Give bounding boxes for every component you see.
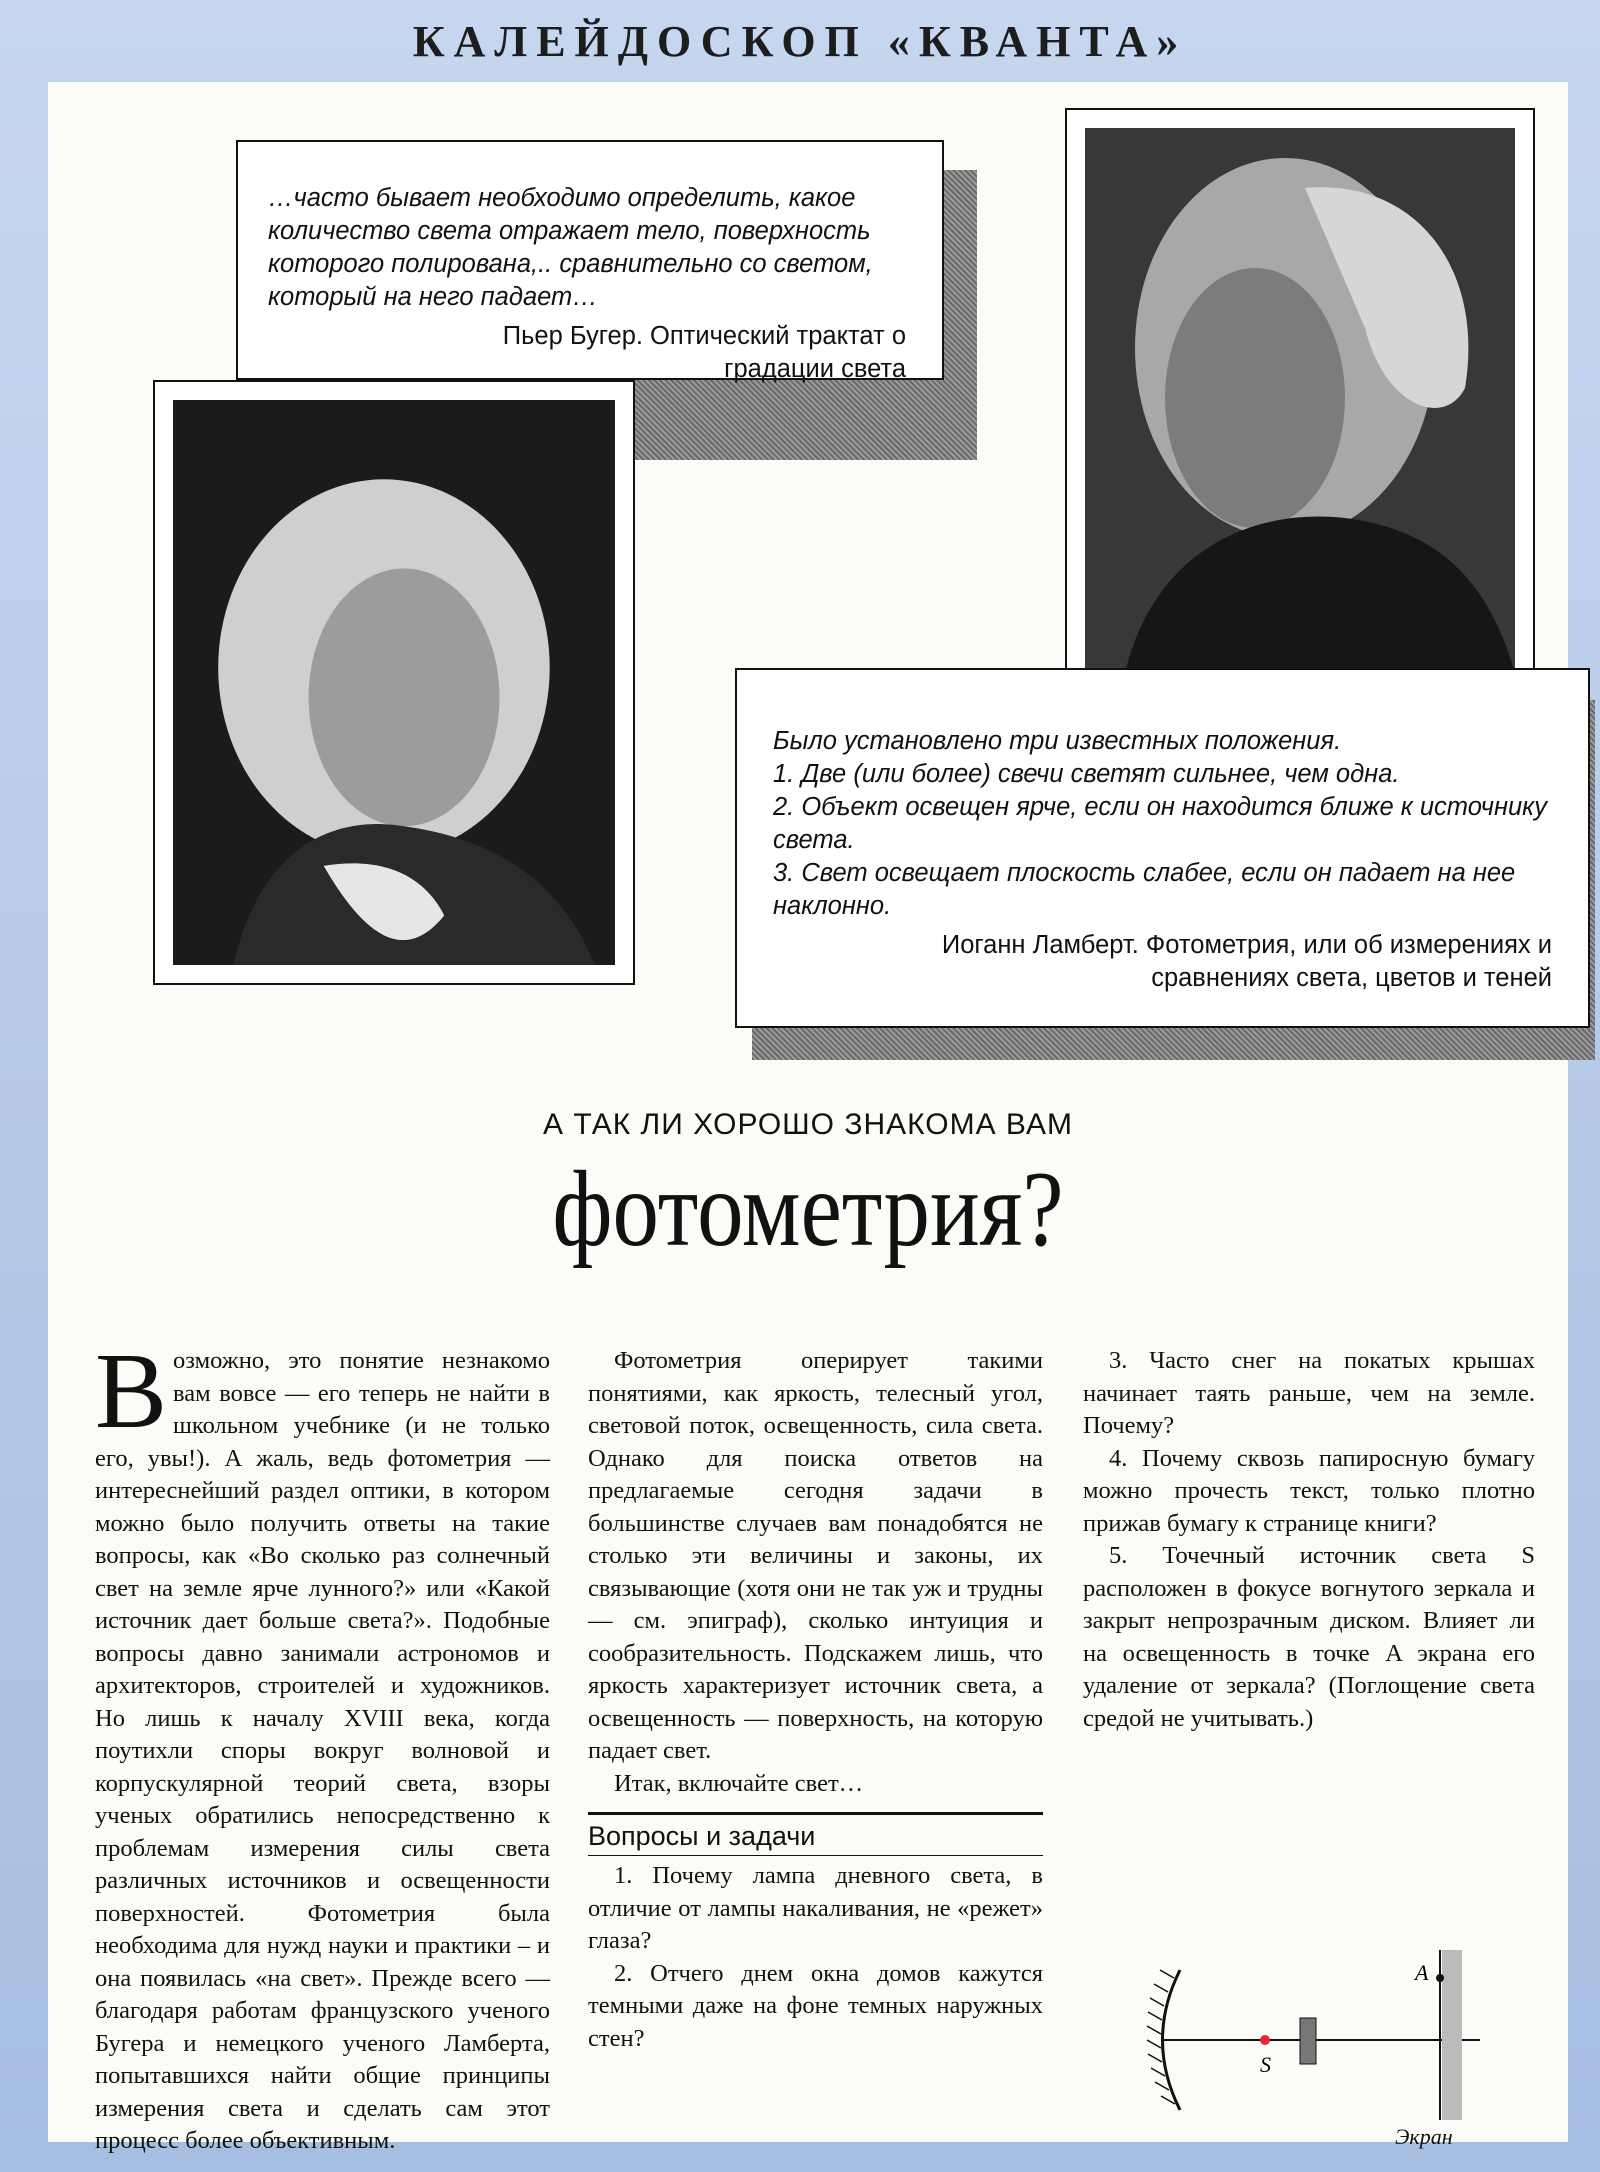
column-2-content [588, 1345, 1043, 2055]
mirror-diagram [1140, 1950, 1500, 2120]
label-screen: Экран [1395, 2124, 1453, 2149]
portrait-lambert-image [1085, 128, 1515, 673]
question-4: 4. Почему сквозь папиросную бумагу можно прочесть текст, только плотно прижав бумагу к странице книги? [1083, 1444, 1535, 1537]
portrait-lambert-svg [1085, 128, 1515, 673]
article-subtitle: А ТАК ЛИ ХОРОШО ЗНАКОМА ВАМ [543, 1108, 1073, 1141]
question-3: 3. Часто снег на покатых крышах начинает таять раньше, чем на земле. Почему? [1083, 1347, 1535, 1439]
question-5: 5. Точечный источник света S расположен в фокусе вогнутого зеркала и закрыт непрозрачным диском. Влияет ли на освещенность в точке A экрана его удаление от зеркала? (Поглощение света средой не учитывать.) [1083, 1542, 1535, 1732]
quote-bouguer-text: …часто бывает необходимо определить, какое количество света отражает тело, поверхность которого полирована,.. сравнительно со светом, который на него падает… [268, 184, 873, 311]
intro-paragraph [95, 1332, 550, 2158]
label-a: A [1415, 1960, 1429, 1985]
portrait-bouguer-image [173, 400, 615, 965]
question-2: 2. Отчего днем окна домов кажутся темными даже на фоне темных наружных стен? [588, 1959, 1043, 2052]
quote-lambert-source: Иоганн Ламберт. Фотометрия, или об измерениях и сравнениях света, цветов и теней [941, 931, 1552, 992]
quote-lambert-line-1: Было установлено три известных положения. [773, 727, 1342, 755]
page-header [0, 0, 1600, 82]
dropcap: В [95, 1332, 168, 1451]
portrait-bouguer-svg [173, 400, 615, 965]
article-title: фотометрия? [552, 1150, 1064, 1269]
paragraph-closing: Итак, включайте свет… [614, 1769, 864, 1797]
section-title: Вопросы и задачи [588, 1812, 1043, 1856]
header-title: КАЛЕЙДОСКОП «КВАНТА» [412, 16, 1188, 66]
label-s: S [1260, 2052, 1271, 2077]
quote-bouguer-source: Пьер Бугер. Оптический трактат о градации света [502, 322, 906, 383]
quote-lambert-line-2: 1. Две (или более) свечи светят сильнее, чем одна. [773, 760, 1400, 788]
quote-lambert [735, 668, 1590, 1028]
question-1: 1. Почему лампа дневного света, в отличие от лампы накаливания, не «режет» глаза? [588, 1862, 1043, 1954]
paragraph-concepts: Фотометрия оперирует такими понятиями, как яркость, телесный угол, световой поток, освещенность, сила света. Однако для поиска ответов на предлагаемые сегодня задачи в большинстве случаев вам понадобятся не столько эти величины и законы, их связывающие (хотя они не так уж и трудны — см. эпиграф), сколько интуиция и сообразительность. Подскажем лишь, что яркость характеризует источник света, а освещенность — поверхность, на которую падает свет. [588, 1347, 1043, 1764]
column-1 [95, 1332, 550, 2158]
quote-bouguer [236, 140, 944, 383]
portrait-bouguer [153, 380, 635, 985]
quote-lambert-line-3: 2. Объект освещен ярче, если он находится ближе к источнику света. [773, 793, 1547, 854]
portrait-lambert [1065, 108, 1535, 693]
intro-text: озможно, это понятие незнакомо вам вовсе — его теперь не найти в школьном учебнике (и не только его, увы!). А жаль, ведь фотометрия — интереснейший раздел оптики, в котором можно было получить ответы на такие вопросы, как «Во сколько раз солнечный свет на земле ярче лунного?» или «Какой источник дает больше света?». Подобные вопросы давно занимали астрономов и архитекторов, строителей и художников. Но лишь к началу XVIII века, когда поутихли споры вокруг волновой и корпускулярной теорий света, взоры ученых обратились непосредственно к проблемам измерения силы света различных источников и освещенности поверхностей. Фотометрия была необходима для нужд науки и практики – и она появилась «на свет». Прежде всего — благодаря работам французского ученого Бугера и немецкого ученого Ламберта, попытавшихся найти общие принципы измерения света и сделать сам этот процесс более объективным. [95, 1347, 550, 2154]
column-3 [1083, 1345, 1535, 1735]
quote-lambert-line-4: 3. Свет освещает плоскость слабее, если он падает на нее наклонно. [773, 859, 1516, 920]
